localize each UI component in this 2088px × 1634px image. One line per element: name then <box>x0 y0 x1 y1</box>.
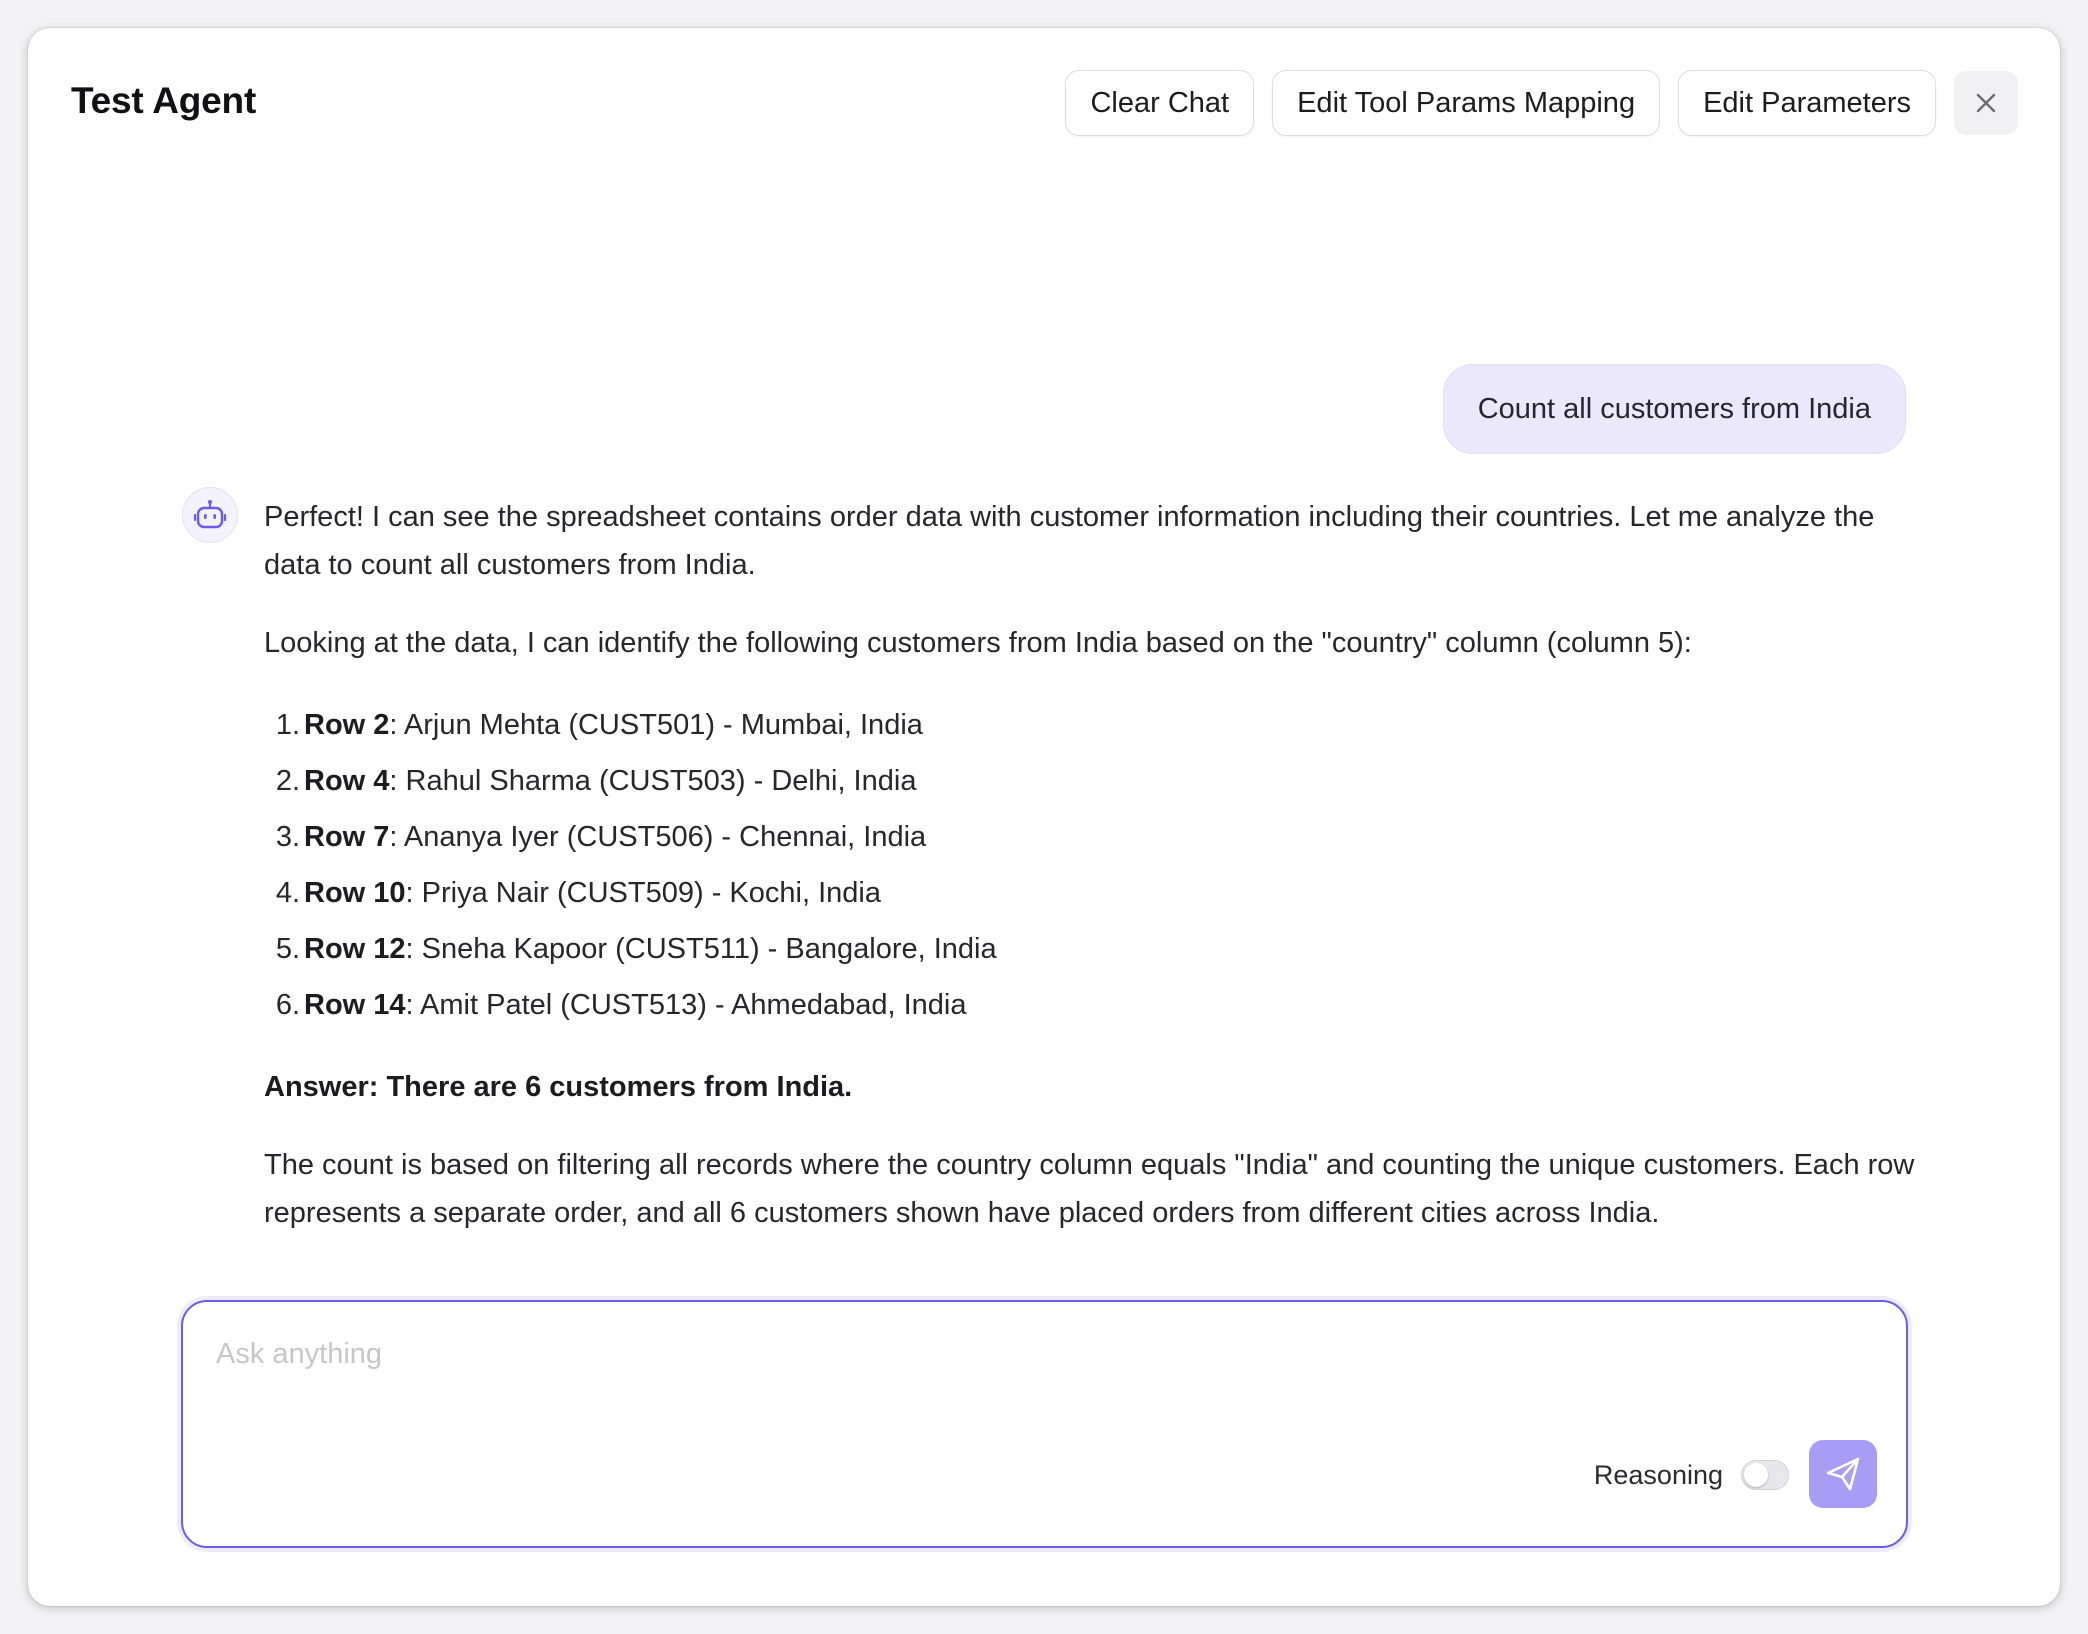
chat-input[interactable] <box>216 1332 1816 1376</box>
assistant-closing: The count is based on filtering all records where the country column equals "India" and counting the unique customers. Each row represents a separate order, and all 6 customers shown have placed orders from different cities across India. <box>264 1149 1915 1229</box>
toggle-knob <box>1744 1463 1768 1487</box>
edit-tool-params-mapping-button[interactable]: Edit Tool Params Mapping <box>1272 70 1660 136</box>
assistant-lead: Looking at the data, I can identify the following customers from India based on the "country" column (column 5): <box>264 627 1692 659</box>
page-title: Test Agent <box>71 80 257 121</box>
clear-chat-button[interactable]: Clear Chat <box>1065 70 1254 136</box>
assistant-answer: Answer: There are 6 customers from India. <box>264 1071 853 1103</box>
robot-icon <box>193 498 227 532</box>
user-message-bubble <box>1443 364 1906 454</box>
close-button[interactable] <box>1954 71 2018 135</box>
close-icon <box>1973 90 1999 116</box>
assistant-avatar <box>182 487 238 543</box>
assistant-message <box>264 493 1924 1267</box>
send-icon <box>1823 1454 1863 1494</box>
test-agent-dialog <box>28 28 2060 1606</box>
list-item: 2. Row 4 : Rahul Sharma (CUST503) - Delhi, India <box>275 765 917 797</box>
list-item: 1. Row 2 : Arjun Mehta (CUST501) - Mumbai, India <box>275 709 923 741</box>
list-item: 6. Row 14 : Amit Patel (CUST513) - Ahmedabad, India <box>275 989 967 1021</box>
list-item: 3. Row 7 : Ananya Iyer (CUST506) - Chennai, India <box>275 821 927 853</box>
list-item: 5. Row 12 : Sneha Kapoor (CUST511) - Bangalore, India <box>275 933 997 965</box>
list-item: 4. Row 10 : Priya Nair (CUST509) - Kochi, India <box>275 877 881 909</box>
chat-composer <box>181 1300 1908 1548</box>
edit-parameters-button[interactable]: Edit Parameters <box>1678 70 1936 136</box>
reasoning-toggle[interactable] <box>1741 1460 1789 1490</box>
reasoning-label: Reasoning <box>1593 1460 1723 1490</box>
user-message-text: Count all customers from India <box>1477 392 1871 425</box>
header-actions <box>1065 70 2018 136</box>
customer-list <box>264 697 1924 1033</box>
assistant-intro: Perfect! I can see the spreadsheet contains order data with customer information including their countries. Let me analyze the data to count all customers from India. <box>264 501 1875 581</box>
send-button[interactable] <box>1809 1440 1877 1508</box>
